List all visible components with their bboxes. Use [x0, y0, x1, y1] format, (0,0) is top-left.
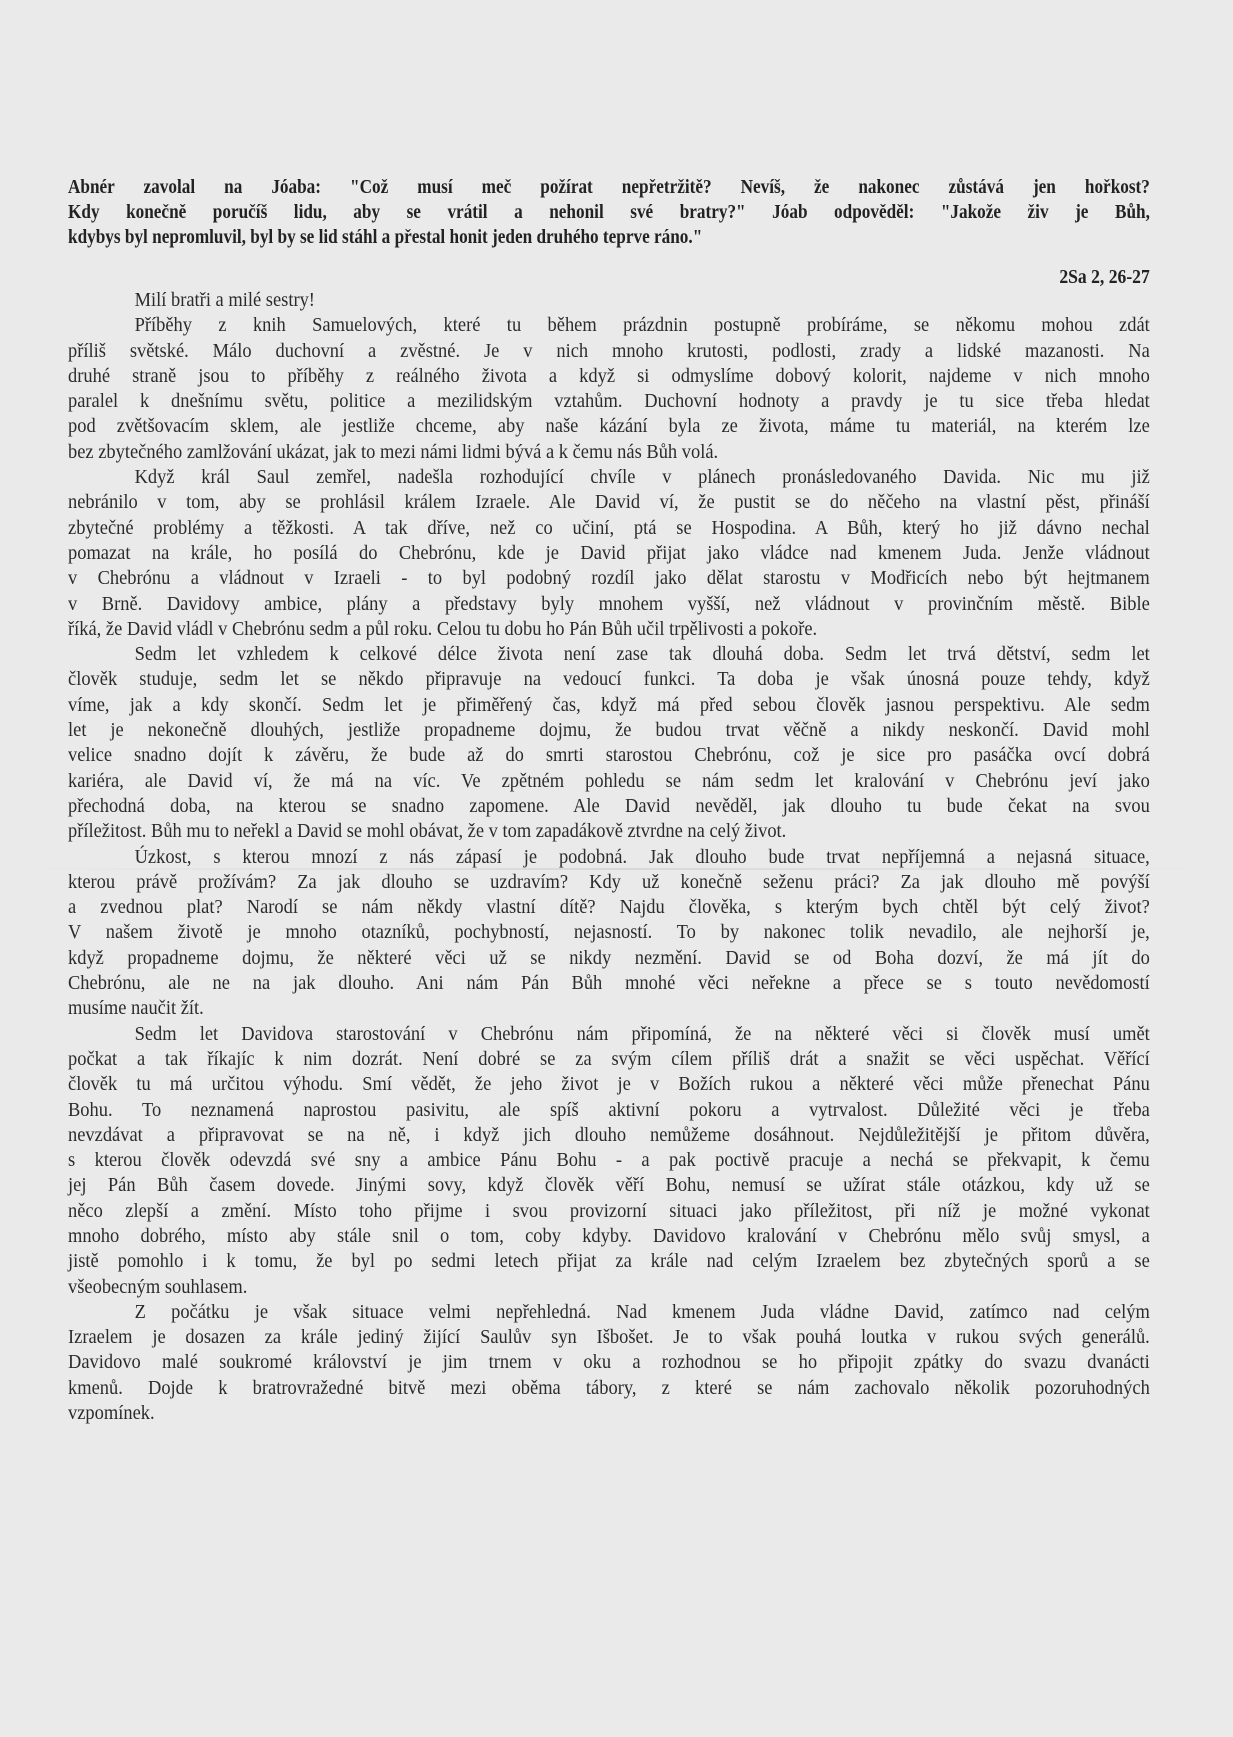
- text-line: nevzdávat a připravovat se na ně, i když jich dlouho nemůžeme dosáhnout. Nejdůležitější je přitom důvěra,: [68, 1123, 1150, 1146]
- text-line: Sedm let Davidova starostování v Chebrónu nám připomíná, že na některé věci si člověk musí umět: [134, 1022, 1150, 1045]
- text-line: kariéra, ale David ví, že má na víc. Ve zpětném pohledu se nám sedm let kralování v Chebrónu jeví jako: [68, 769, 1150, 792]
- text-line: příležitost. Bůh mu to neřekl a David se mohl obávat, že v tom zapadákově ztvrdne na celý život.: [68, 820, 787, 843]
- paragraph: [68, 465, 1150, 642]
- text-line: mnoho dobrého, místo aby stále snil o tom, coby kdyby. Davidovo kralování v Chebrónu mělo svůj smysl, a: [68, 1224, 1150, 1247]
- text-line: musíme naučit žít.: [68, 997, 204, 1020]
- epigraph: [68, 175, 1150, 250]
- text-line: V našem životě je mnoho otazníků, pochybností, nejasností. To by nakonec tolik nevadilo, ale nejhorší je,: [68, 921, 1150, 944]
- text-line: počkat a tak říkajíc k nim dozrát. Není dobré se za svým cílem příliš drát a snažit se věci uspěchat. Věřící: [68, 1047, 1150, 1070]
- paragraph: [68, 1022, 1150, 1300]
- text-line: všeobecným souhlasem.: [68, 1275, 248, 1298]
- text-line: zbytečné problémy a těžkosti. A tak dříve, než co učiní, ptá se Hospodina. A Bůh, který ho již dávno nechal: [68, 516, 1150, 539]
- text-line: v Brně. Davidovy ambice, plány a představy byly mnohem vyšší, než vládnout v provinčním městě. Bible: [68, 592, 1150, 615]
- salutation: [68, 288, 1150, 313]
- text-line: Milí bratři a milé sestry!: [134, 289, 315, 311]
- text-line: říká, že David vládl v Chebrónu sedm a půl roku. Celou tu dobu ho Pán Bůh učil trpělivosti a pokoře.: [68, 617, 818, 640]
- text-line: kmenů. Dojde k bratrovražedné bitvě mezi oběma tábory, z které se nám zachovalo několik pozoruhodných: [68, 1376, 1150, 1399]
- text-line: velice snadno dojít k závěru, že bude až do smrti starostou Chebrónu, což je sice pro pasáčka ovcí dobrá: [68, 744, 1150, 767]
- epigraph-line: Kdy konečně poručíš lidu, aby se vrátil a nehonil své bratry?" Jóab odpověděl: "Jakože živ je Bůh,: [68, 201, 1150, 223]
- text-line: Bohu. To neznamená naprostou pasivitu, ale spíš aktivní pokoru a vytrvalost. Důležité věci je třeba: [68, 1098, 1150, 1121]
- text-line: druhé straně jsou to příběhy z reálného života a když si odmyslíme dobový kolorit, najdeme v nich mnoho: [68, 364, 1150, 387]
- text-line: jistě pomohlo i k tomu, že byl po sedmi letech přijat za krále nad celým Izraelem bez zbytečných sporů a se: [68, 1250, 1150, 1273]
- epigraph-line: kdybys byl nepromluvil, byl by se lid stáhl a přestal honit jeden druhého teprve ráno.": [68, 226, 703, 248]
- text-line: když propadneme dojmu, že některé věci už se nikdy nezmění. David se od Boha dozví, že má jít do: [68, 946, 1150, 969]
- epigraph-line: Abnér zavolal na Jóaba: "Což musí meč požírat nepřetržitě? Nevíš, že nakonec zůstává jen hořkost?: [68, 176, 1150, 198]
- text-line: v Chebrónu a vládnout v Izraeli - to byl podobný rozdíl jako dělat starostu v Modřicích nebo být hejtmanem: [68, 567, 1150, 590]
- paragraph: [68, 845, 1150, 1022]
- text-line: a zvednou plat? Narodí se nám někdy vlastní dítě? Najdu člověka, s kterým bych chtěl být celý život?: [68, 896, 1150, 919]
- text-line: s kterou člověk odevzdá své sny a ambice Pánu Bohu - a pak poctivě pracuje a nechá se překvapit, k čemu: [68, 1149, 1150, 1172]
- text-line: Izraelem je dosazen za krále jediný žijící Saulův syn Išbošet. Je to však pouhá loutka v rukou svých generálů.: [68, 1326, 1150, 1349]
- text-line: kterou právě prožívám? Za jak dlouho se uzdravím? Kdy už konečně seženu práci? Za jak dlouho mě povýší: [68, 870, 1150, 893]
- text-line: Příběhy z knih Samuelových, které tu během prázdnin postupně probíráme, se někomu mohou zdát: [134, 314, 1150, 337]
- paragraph: [68, 642, 1150, 844]
- sermon-body: [68, 288, 1150, 1426]
- text-line: pod zvětšovacím sklem, ale jestliže chceme, aby naše kázání byla ze života, máme tu materiál, na kterém lze: [68, 415, 1150, 438]
- text-line: Sedm let vzhledem k celkové délce života není zase tak dlouhá doba. Sedm let trvá dětství, sedm let: [134, 643, 1150, 666]
- text-line: Úzkost, s kterou mnozí z nás zápasí je podobná. Jak dlouho bude trvat nepříjemná a nejasná situace,: [134, 845, 1150, 868]
- paragraph: [68, 313, 1150, 465]
- text-line: paralel k dnešnímu světu, politice a mezilidským vztahům. Duchovní hodnoty a pravdy je tu sice třeba hledat: [68, 390, 1150, 413]
- text-line: člověk studuje, sedm let se někdo připravuje na vedoucí funkci. Ta doba je však únosná pouze tehdy, když: [68, 668, 1150, 691]
- text-line: bez zbytečného zamlžování ukázat, jak to mezi námi lidmi bývá a k čemu nás Bůh volá.: [68, 440, 719, 463]
- text-line: Když král Saul zemřel, nadešla rozhodující chvíle v plánech pronásledovaného Davida. Nic mu již: [134, 466, 1150, 489]
- text-line: víme, jak a kdy skončí. Sedm let je přiměřený čas, když má před sebou člověk jasnou perspektivu. Ale sedm: [68, 693, 1150, 716]
- text-line: jej Pán Bůh časem dovede. Jinými sovy, když člověk věří Bohu, nemusí se užírat stále otázkou, kdy už se: [68, 1174, 1150, 1197]
- text-line: vzpomínek.: [68, 1402, 155, 1425]
- text-line: člověk tu má určitou výhodu. Smí vědět, že jeho život je v Božích rukou a některé věci může přenechat Pánu: [68, 1073, 1150, 1096]
- text-line: něco zlepší a změní. Místo toho přijme i svou provizorní situaci jako příležitost, při níž je možné vykonat: [68, 1199, 1150, 1222]
- text-line: Chebrónu, ale ne na jak dlouho. Ani nám Pán Bůh mnohé věci neřekne a přece se s touto nevědomostí: [68, 972, 1150, 995]
- text-line: Z počátku je však situace velmi nepřehledná. Nad kmenem Juda vládne David, zatímco nad celým: [134, 1300, 1150, 1323]
- text-line: let je nekonečně dlouhých, jestliže propadneme dojmu, že budou trvat věčně a nikdy neskončí. David mohl: [68, 719, 1150, 742]
- paragraph: [68, 1300, 1150, 1426]
- text-line: přechodná doba, na kterou se snadno zapomene. Ale David nevěděl, jak dlouho tu bude čekat na svou: [68, 794, 1150, 817]
- text-line: Davidovo malé soukromé království je jim trnem v oku a rozhodnou se ho připojit zpátky do svazu dvanácti: [68, 1351, 1150, 1374]
- bible-reference: 2Sa 2, 26-27: [1059, 266, 1150, 288]
- text-line: nebránilo v tom, aby se prohlásil králem Izraele. Ale David ví, že pustit se do něčeho na vlastní pěst, přináší: [68, 491, 1150, 514]
- text-line: pomazat na krále, ho posílá do Chebrónu, kde je David přijat jako vládce nad kmenem Juda. Jenže vládnout: [68, 541, 1150, 564]
- text-line: příliš světské. Málo duchovní a zvěstné. Je v nich mnoho krutosti, podlosti, zrady a lidské mazanosti. Na: [68, 339, 1150, 362]
